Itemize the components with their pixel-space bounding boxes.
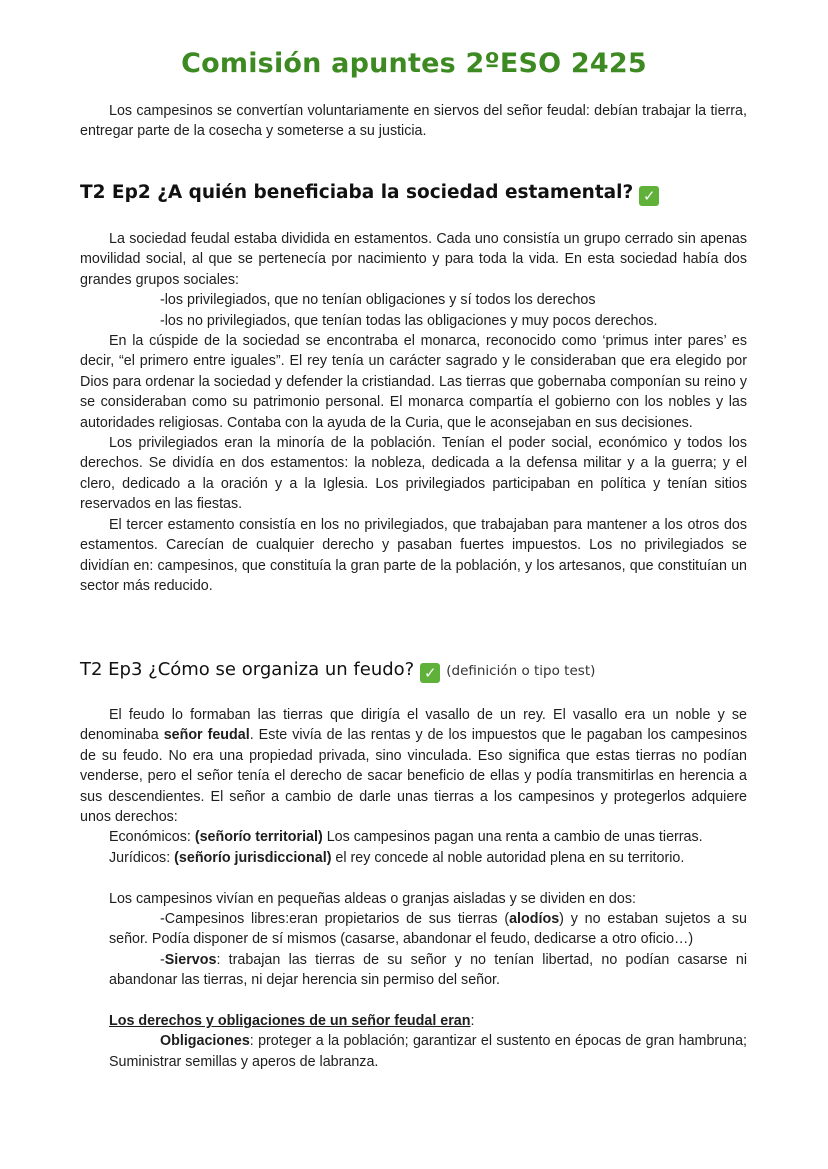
eco-bold: (señorío territorial) bbox=[194, 829, 323, 846]
section-2-body bbox=[80, 229, 747, 596]
section-2-paragraph-1: La sociedad feudal estaba dividida en estamentos. Cada uno consistía un grupo cerrado sin apenas movilidad social, al que se pertenecía por nacimiento y para toda la vida. En esta sociedad había dos grandes grupos sociales: bbox=[80, 231, 747, 288]
section-3-heading-text: T2 Ep3 ¿Cómo se organiza un feudo? bbox=[80, 659, 415, 680]
intro-paragraph: Los campesinos se convertían voluntariamente en siervos del señor feudal: debían trabajar la tierra, entregar parte de la cosecha y someterse a su justicia. bbox=[80, 103, 747, 140]
section-3-heading bbox=[80, 659, 595, 683]
eco-text: Los campesinos pagan una renta a cambio de unas tierras. bbox=[322, 829, 703, 846]
jur-label: Jurídicos: bbox=[109, 849, 175, 866]
section-2-heading bbox=[80, 182, 659, 206]
section-3-body bbox=[80, 705, 747, 1072]
p1-bold-term: señor feudal bbox=[163, 727, 250, 744]
obligations-label: Obligaciones bbox=[160, 1033, 250, 1050]
obligations-text: : proteger a la población; garantizar el sustento en épocas de gran hambruna; Suministrar semillas y aperos de labranza. bbox=[109, 1033, 747, 1070]
rights-heading-text: Los derechos y obligaciones de un señor feudal eran bbox=[109, 1013, 471, 1030]
rights-colon: : bbox=[470, 1013, 475, 1030]
section-2-paragraph-3: Los privilegiados eran la minoría de la población. Tenían el poder social, económico y todos los derechos. Se dividía en dos estamentos: la nobleza, dedicada a la defensa militar y a la guerra; y el clero, dedicado a la oración y a la Iglesia. Los privilegiados participaban en política y tenían sitios reservados en las fiestas. bbox=[80, 435, 747, 513]
li2-text-a: - bbox=[160, 951, 165, 968]
section-3-paragraph-2: Los campesinos vivían en pequeñas aldeas o granjas aisladas y se dividen en dos: bbox=[109, 890, 636, 907]
section-3-list-item-1 bbox=[80, 909, 747, 950]
p1-text-c: . Este vivía de las rentas y de los impuestos que le pagaban los campesinos de su feudo. No era una propiedad privada, sino vinculada. Eso significa que estas tierras no podían venderse, pero el señor tenía el derecho de sacar beneficio de ellas y podía transmitirlas en herencia a sus descendientes. El señor a cambio de darle unas tierras a los campesinos y protegerlos adquiere unos derechos: bbox=[80, 727, 747, 826]
page-title: Comisión apuntes 2ºESO 2425 bbox=[181, 48, 647, 79]
eco-label: Económicos: bbox=[109, 829, 195, 846]
section-3-juridicos bbox=[80, 848, 747, 868]
li1-text-c: ) y no estaban sujetos a su señor. Podía disponer de sí mismos (casarse, abandonar el feudo, dedicarse a otro oficio…) bbox=[109, 911, 747, 948]
li2-bold: Siervos bbox=[164, 951, 217, 968]
section-2-heading-text: T2 Ep2 ¿A quién beneficiaba la sociedad estamental? bbox=[80, 182, 634, 203]
jur-text: el rey concede al noble autoridad plena en su territorio. bbox=[331, 849, 685, 866]
intro-block bbox=[80, 101, 747, 142]
section-2-list-item-2: -los no privilegiados, que tenían todas las obligaciones y muy pocos derechos. bbox=[160, 312, 658, 329]
section-3-note: (definición o tipo test) bbox=[446, 663, 596, 679]
section-3-rights-heading bbox=[80, 1011, 747, 1031]
check-icon: ✓ bbox=[420, 663, 440, 683]
check-icon: ✓ bbox=[639, 186, 659, 206]
li1-text-a: -Campesinos libres:eran propietarios de sus tierras ( bbox=[160, 911, 510, 928]
p1-text-a: El feudo lo formaban las tierras que dirigía el vasallo de un rey. El vasallo era un noble y se denominaba bbox=[80, 707, 747, 744]
section-2-list-item-1: -los privilegiados, que no tenían obligaciones y sí todos los derechos bbox=[160, 292, 596, 309]
section-2-paragraph-2: En la cúspide de la sociedad se encontraba el monarca, reconocido como ‘primus inter pares’ es decir, “el primero entre iguales”. El rey tenía un carácter sagrado y le consideraban que era elegido por Dios para ordenar la sociedad y defender la cristiandad. Las tierras que gobernaba componían su reino y se consideraban como su patrimonio personal. El monarca compartía el gobierno con los nobles y las autoridades religiosas. Contaba con la ayuda de la Curia, que le aconsejaban en sus decisiones. bbox=[80, 333, 747, 431]
section-3-list-item-2 bbox=[80, 950, 747, 991]
li2-text-c: : trabajan las tierras de su señor y no tenían libertad, no podían casarse ni abandonar las tierras, ni dejar herencia sin permiso del señor. bbox=[109, 951, 747, 989]
li1-bold: alodíos bbox=[509, 911, 560, 928]
jur-bold: (señorío jurisdiccional) bbox=[174, 849, 332, 866]
section-3-economicos bbox=[80, 827, 747, 847]
section-3-obligations bbox=[80, 1031, 747, 1072]
section-2-paragraph-4: El tercer estamento consistía en los no privilegiados, que trabajaban para mantener a los otros dos estamentos. Carecían de cualquier derecho y pasaban fuertes impuestos. Los no privilegiados se dividían en: campesinos, que constituía la gran parte de la población, y los artesanos, que constituían un sector más reducido. bbox=[80, 516, 747, 594]
section-3-paragraph-1 bbox=[80, 705, 747, 827]
